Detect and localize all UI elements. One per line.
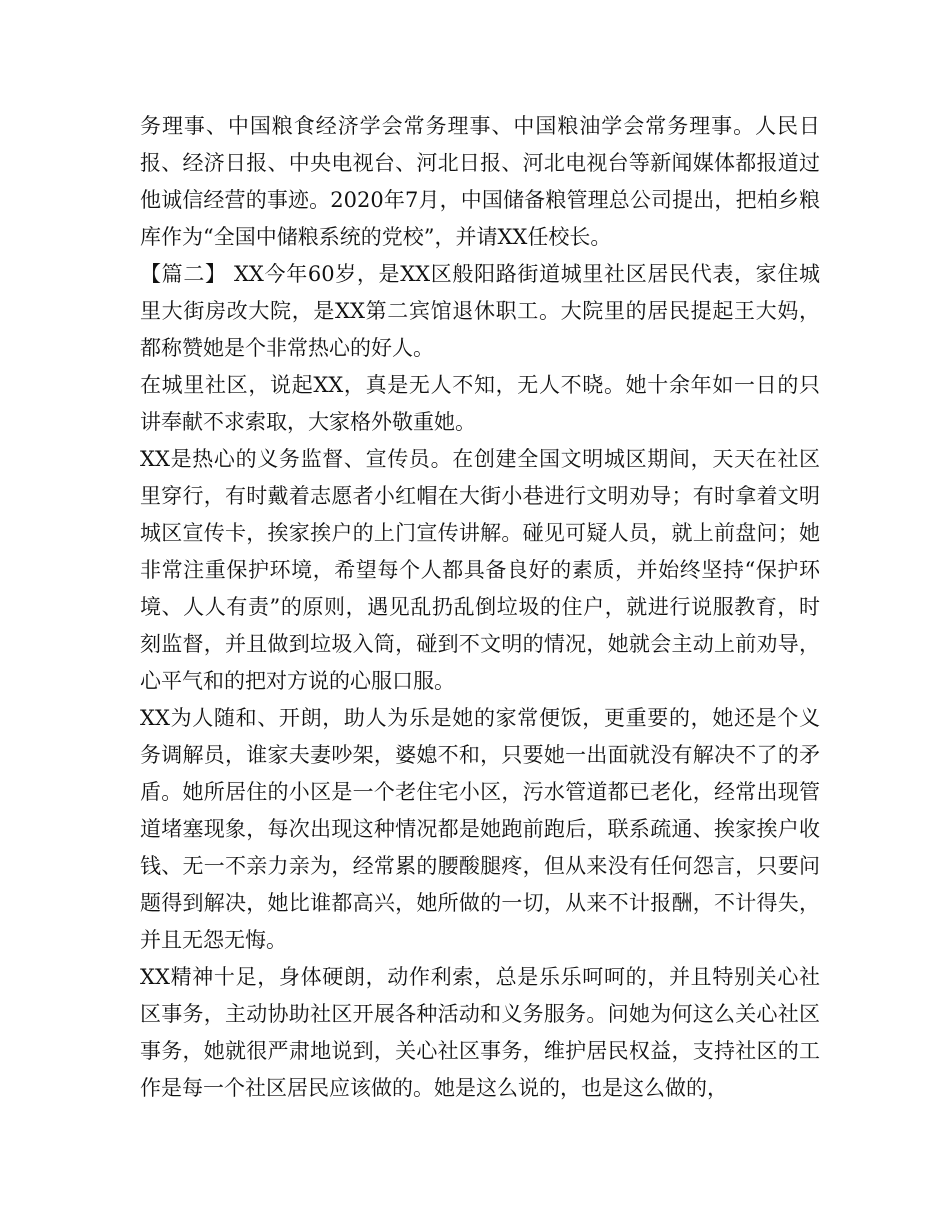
paragraph-1: 务理事、中国粮食经济学会常务理事、中国粮油学会常务理事。人民日报、经济日报、中央电视台、河北日报、河北电视台等新闻媒体都报道过他诚信经营的事迹。2020年7月，中国储备粮管理总公司提出，把柏乡粮库作为“全国中储粮系统的党校”，并请XX任校长。 <box>140 114 820 249</box>
paragraph-5: XX为人随和、开朗，助人为乐是她的家常便饭，更重要的，她还是个义务调解员，谁家夫妻吵架，婆媳不和，只要她一出面就没有解决不了的矛盾。她所居住的小区是一个老住宅小区，污水管道都已老化，经常出现管道堵塞现象，每次出现这种情况都是她跑前跑后，联系疏通、挨家挨户收钱、无一不亲力亲为，经常累的腰酸腿疼，但从来没有任何怨言，只要问题得到解决，她比谁都高兴，她所做的一切，从来不计报酬，不计得失，并且无怨无悔。 <box>140 706 820 952</box>
paragraph-6: XX精神十足，身体硬朗，动作利索，总是乐乐呵呵的，并且特别关心社区事务，主动协助社区开展各种活动和义务服务。问她为何这么关心社区事务，她就很严肃地说到，关心社区事务，维护居民权益，支持社区的工作是每一个社区居民应该做的。她是这么说的，也是这么做的， <box>140 965 820 1100</box>
paragraph-2: 【篇二】 XX今年60岁，是XX区般阳路街道城里社区居民代表，家住城里大街房改大院，是XX第二宾馆退休职工。大院里的居民提起王大妈，都称赞她是个非常热心的好人。 <box>140 262 820 360</box>
document-body <box>140 108 820 1107</box>
paragraph-4: XX是热心的义务监督、宣传员。在创建全国文明城区期间，天天在社区里穿行，有时戴着志愿者小红帽在大街小巷进行文明劝导；有时拿着文明城区宣传卡，挨家挨户的上门宣传讲解。碰见可疑人员，就上前盘问；她非常注重保护环境，希望每个人都具备良好的素质，并始终坚持“保护环境、人人有责”的原则，遇见乱扔乱倒垃圾的住户，就进行说服教育，时刻监督，并且做到垃圾入筒，碰到不文明的情况，她就会主动上前劝导，心平气和的把对方说的心服口服。 <box>140 447 820 693</box>
paragraph-3: 在城里社区，说起XX，真是无人不知，无人不晓。她十余年如一日的只讲奉献不求索取，大家格外敬重她。 <box>140 373 820 434</box>
